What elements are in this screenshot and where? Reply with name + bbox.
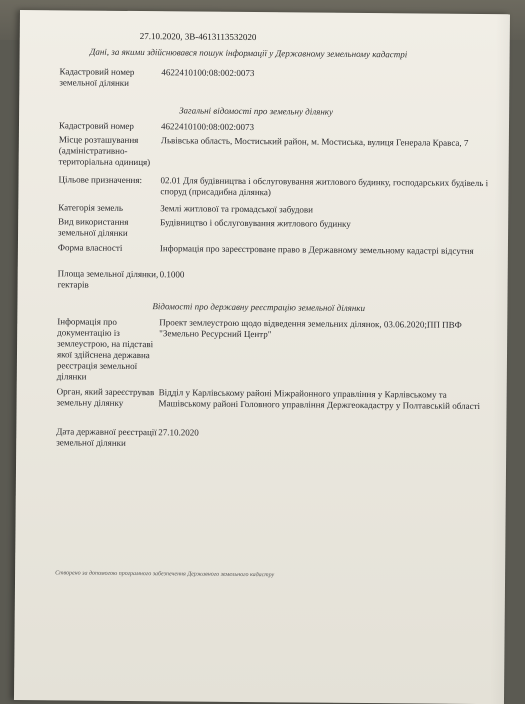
paper-edge <box>490 14 510 704</box>
value-cadastral: 4622410100:08:002:0073 <box>160 121 255 133</box>
general-row-ownership <box>58 242 498 257</box>
label-ownership: Форма власності <box>57 242 123 253</box>
registration-row-docs <box>57 316 498 386</box>
value-area: 0.1000 <box>159 269 185 280</box>
value-purpose: 02.01 Для будівництва і обслуговування житлового будинку, господарських будівель і споруд (присадибна ділянка) <box>160 175 489 198</box>
search-note: Дані, за якими здійснювався пошук інформації у Державному земельному кадастрі <box>89 46 408 60</box>
general-row-category <box>58 202 498 217</box>
label-location: Місце розташування (адміністративно-територіальна одиниця) <box>58 134 151 168</box>
general-row-purpose <box>58 174 498 200</box>
label-authority: Орган, який зареєстрував земельну ділянку <box>56 386 155 408</box>
registration-section-title: Відомості про державну реєстрацію земельної ділянки <box>152 301 366 314</box>
value-category: Землі житлової та громадської забудови <box>160 203 314 215</box>
label-category: Категорія земель <box>58 202 124 213</box>
label-usage: Вид використання земельної ділянки <box>58 216 129 238</box>
label-cadastral: Кадастровий номер <box>58 120 135 131</box>
general-row-usage <box>58 216 498 242</box>
search-value: 4622410100:08:002:0073 <box>161 67 255 79</box>
registration-row-authority <box>57 386 497 412</box>
label-date: Дата державної реєстрації земельної ділянки <box>56 426 157 448</box>
general-row-cadastral <box>59 120 499 135</box>
value-location: Львівська область, Мостиський район, м. Мостиська, вулиця Генерала Кравса, 7 <box>160 135 469 148</box>
value-authority: Відділ у Карлівському районі Міжрайонного управління у Карлівському та Машівському районі Головного управління Держгеокадастру у Полтавській області <box>158 387 481 412</box>
registration-row-date <box>56 426 496 452</box>
value-ownership: Інформація про зареєстроване право в Державному земельному кадастрі відсутня <box>159 243 474 256</box>
document-page <box>14 10 510 704</box>
document-number: 27.10.2020, 3В-4613113532020 <box>139 31 257 43</box>
label-docs: Інформація про документацію із землеустрою, на підставі якої здійснена державна реєстрація земельної ділянки <box>56 316 154 382</box>
general-section-title: Загальні відомості про земельну ділянку <box>179 105 334 117</box>
search-row <box>59 66 499 92</box>
value-usage: Будівництво і обслуговування житлового будинку <box>160 217 351 229</box>
value-docs: Проект землеустрою щодо відведення земельних ділянок, 03.06.2020;ПП ПВФ "Земельно Ресурсний Центр" <box>159 317 462 340</box>
label-purpose: Цільове призначення: <box>58 174 143 186</box>
search-label: Кадастровий номер земельної ділянки <box>59 66 135 88</box>
label-area: Площа земельної ділянки, гектарів <box>57 268 159 290</box>
footer-note: Створено за допомогою програмного забезпечення Державного земельного кадастру <box>55 570 275 579</box>
value-date: 27.10.2020 <box>158 427 199 438</box>
general-row-location <box>59 134 499 171</box>
general-row-area <box>58 268 498 294</box>
